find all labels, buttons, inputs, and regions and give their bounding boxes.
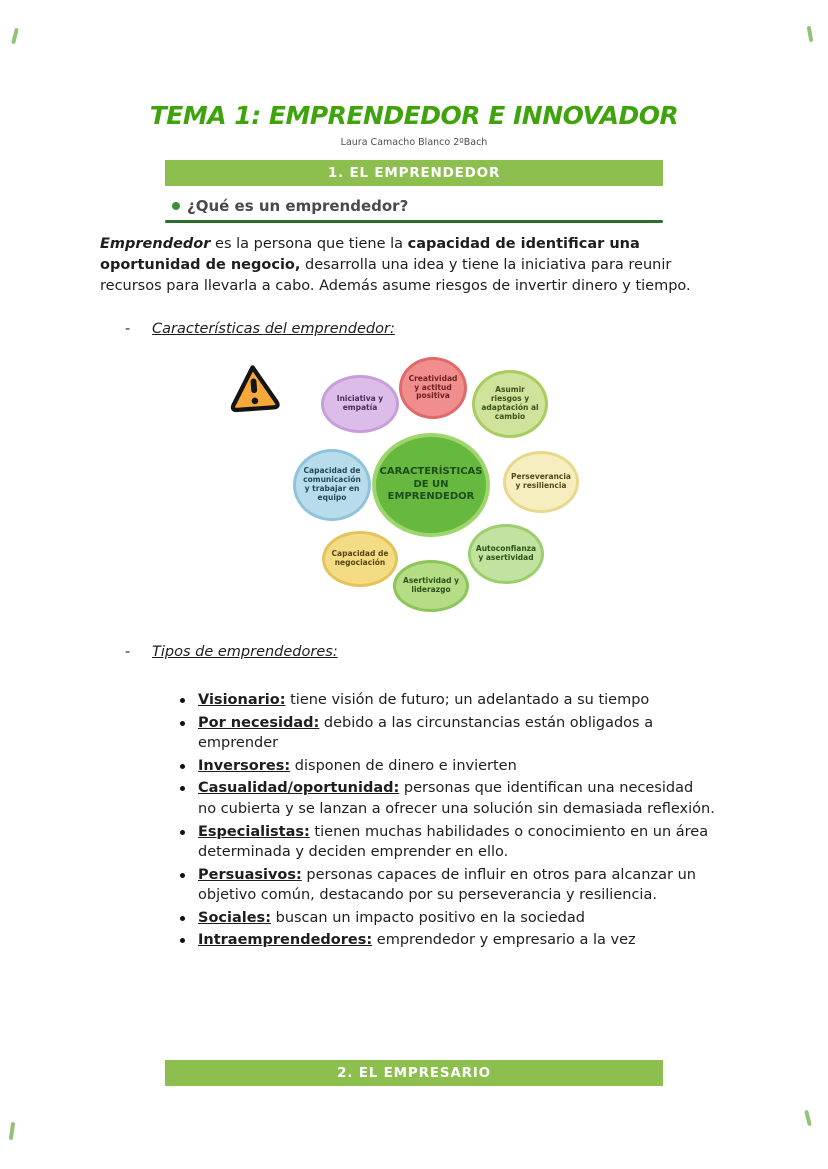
diagram-bubble-iniciativa: Iniciativa y empatía [321, 375, 399, 433]
list-item-term: Visionario: [198, 692, 286, 709]
diagram-bubble-comunicacion: Capacidad de comunicación y trabajar en equipo [293, 449, 371, 521]
bullet-dot [180, 764, 185, 769]
page-corner-mark [807, 26, 814, 42]
bullet-dot [172, 202, 180, 210]
diagram-bubble-negociacion: Capacidad de negociación [322, 531, 398, 587]
list-item [180, 930, 715, 951]
diagram-bubble-perseverancia: Perseverancia y resiliencia [503, 451, 579, 513]
list-item-text: debido a las circunstancias están obligados a emprender [198, 714, 654, 752]
diagram-bubble-creatividad: Creatividad y actitud positiva [399, 357, 467, 419]
bullet-dot [180, 916, 185, 921]
section-banner-2: 2. EL EMPRESARIO [165, 1060, 663, 1086]
bullet-dot [180, 830, 185, 835]
page-corner-mark [804, 1110, 812, 1126]
dash-marker: - [125, 644, 131, 661]
list-item-term: Casualidad/oportunidad: [198, 780, 400, 797]
list-item-text: buscan un impacto positivo en la sociedad [271, 909, 585, 926]
question-heading-row [172, 196, 828, 216]
subheading-tipos: - Tipos de emprendedores: [125, 644, 338, 661]
intro-lead-term: Emprendedor [100, 236, 211, 252]
list-item-term: Persuasivos: [198, 866, 302, 883]
types-list [180, 690, 715, 951]
list-item-term: Por necesidad: [198, 714, 320, 731]
list-item-text: tienen muchas habilidades o conocimiento en un área determinada y deciden emprender en ello. [198, 823, 709, 861]
bullet-dot [180, 938, 185, 943]
bullet-dot [180, 786, 185, 791]
list-item-term: Intraemprendedores: [198, 932, 373, 949]
subheading-caracteristicas: - Características del emprendedor: [125, 321, 395, 338]
section-banner-1: 1. EL EMPRENDEDOR [165, 160, 663, 186]
list-item-text: personas que identifican una necesidad no cubierta y se lanzan a ofrecer una solución sin demasiada reflexión. [198, 780, 715, 817]
list-item-text: personas capaces de influir en otros para alcanzar un objetivo común, destacando por su perseverancia y resiliencia. [198, 866, 696, 904]
list-item [180, 822, 715, 863]
author-line: Laura Camacho Blanco 2ºBach [340, 137, 488, 148]
list-item [180, 908, 715, 929]
page-corner-mark [11, 28, 19, 44]
diagram-bubble-asertividad: Asertividad y liderazgo [393, 560, 469, 612]
list-item [180, 690, 715, 711]
list-item [180, 756, 715, 777]
list-item-term: Especialistas: [198, 823, 310, 840]
bullet-dot [180, 873, 185, 878]
diagram-bubble-asumir-riesgos: Asumir riesgos y adaptación al cambio [472, 370, 548, 438]
intro-text: desarrolla una idea y tiene la iniciativa para reunir recursos para llevarla a cabo. Además asume riesgos de invertir dinero y tiempo. [100, 257, 691, 295]
heading-underline [165, 220, 663, 223]
list-item-term: Sociales: [198, 909, 271, 926]
question-heading: ¿Qué es un emprendedor? [187, 197, 409, 215]
intro-bold-text: capacidad de identificar una oportunidad de negocio, [100, 236, 640, 274]
intro-text: es la persona que tiene la [210, 236, 408, 252]
dash-marker: - [125, 321, 131, 338]
page-title: TEMA 1: EMPRENDEDOR E INNOVADOR [149, 101, 679, 130]
list-item [180, 713, 715, 754]
list-item [180, 778, 715, 819]
list-item-term: Inversores: [198, 757, 291, 774]
page-corner-mark [9, 1122, 15, 1140]
warning-icon [224, 361, 283, 415]
diagram-center: CARACTERÍSTICAS DE UN EMPRENDEDOR [372, 433, 490, 537]
diagram-bubble-autoconfianza: Autoconfianza y asertividad [468, 524, 544, 584]
intro-paragraph [100, 234, 736, 297]
list-item-text: disponen de dinero e invierten [290, 757, 517, 774]
list-item-text: tiene visión de futuro; un adelantado a su tiempo [285, 692, 650, 709]
list-item [180, 865, 715, 906]
bullet-dot [180, 698, 185, 703]
list-item-text: emprendedor y empresario a la vez [372, 932, 636, 949]
caracteristicas-diagram [216, 353, 616, 618]
bullet-dot [180, 721, 185, 726]
